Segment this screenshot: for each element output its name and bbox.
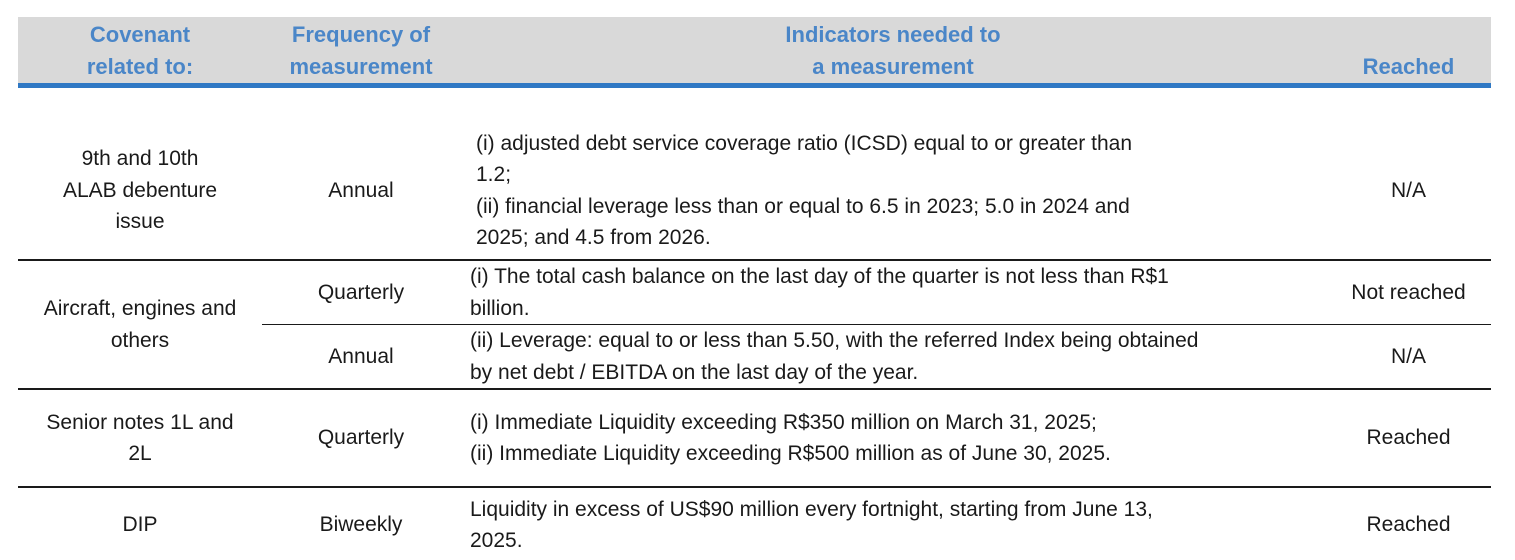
aircraft1-indicator-line-2: billion. xyxy=(470,296,530,320)
senior-indicator-line-2: (ii) Immediate Liquidity exceeding R$500 million as of June 30, 2025. xyxy=(470,442,1111,465)
cell-frequency-aircraft-2: Annual xyxy=(262,325,460,390)
header-frequency-line-1: Frequency of xyxy=(291,22,431,47)
cell-reached-aircraft-1: Not reached xyxy=(1326,260,1491,325)
cell-indicators-senior xyxy=(460,389,1326,487)
cell-indicators-dip xyxy=(460,487,1326,560)
header-reached-label: Reached xyxy=(1362,54,1455,79)
cell-frequency-senior: Quarterly xyxy=(262,389,460,487)
covenants-table-container xyxy=(18,17,1491,560)
cell-indicators-aircraft-1 xyxy=(460,260,1326,325)
header-covenant-line-1: Covenant xyxy=(89,22,191,47)
header-indicators-line-1: Indicators needed to xyxy=(785,22,1001,47)
cell-reached-dip: Reached xyxy=(1326,487,1491,560)
cell-covenant-senior xyxy=(18,389,262,487)
aircraft-covenant-line-1: Aircraft, engines and xyxy=(43,297,237,320)
alab-covenant-line-2: ALAB debenture xyxy=(62,178,218,202)
alab-indicator-line-4: 2025; and 4.5 from 2026. xyxy=(476,226,711,249)
senior-covenant-line-1: Senior notes 1L and xyxy=(46,410,234,434)
table-header xyxy=(18,17,1491,86)
cell-reached-aircraft-2: N/A xyxy=(1326,325,1491,390)
senior-covenant-line-2: 2L xyxy=(128,442,152,465)
header-covenant-line-2: related to: xyxy=(86,54,194,79)
cell-reached-alab: N/A xyxy=(1326,122,1491,260)
alab-indicator-line-3: (ii) financial leverage less than or equal to 6.5 in 2023; 5.0 in 2024 and xyxy=(476,194,1130,218)
header-indicators-line-2: a measurement xyxy=(812,54,974,79)
header-covenant xyxy=(18,17,262,86)
cell-covenant-aircraft xyxy=(18,260,262,389)
header-frequency xyxy=(262,17,460,86)
cell-frequency-aircraft-1: Quarterly xyxy=(262,260,460,325)
table-body xyxy=(18,86,1491,560)
alab-covenant-line-3: issue xyxy=(115,210,165,234)
header-indicators xyxy=(460,17,1326,86)
aircraft1-indicator-line-1: (i) The total cash balance on the last day of the quarter is not less than R$1 xyxy=(470,265,1169,288)
cell-frequency-dip: Biweekly xyxy=(262,487,460,560)
senior-indicator-line-1: (i) Immediate Liquidity exceeding R$350 million on March 31, 2025; xyxy=(470,410,1097,434)
covenants-table xyxy=(18,17,1491,560)
cell-covenant-alab xyxy=(18,122,262,260)
cell-reached-senior: Reached xyxy=(1326,389,1491,487)
header-gap-row xyxy=(18,86,1491,123)
table-row-aircraft-quarterly xyxy=(18,260,1491,325)
aircraft2-indicator-line-2: by net debt / EBITDA on the last day of the year. xyxy=(470,360,919,384)
cell-indicators-alab xyxy=(460,122,1326,260)
aircraft-covenant-line-2: others xyxy=(110,328,170,352)
table-row-senior-notes xyxy=(18,389,1491,487)
dip-indicator-line-1: Liquidity in excess of US$90 million every fortnight, starting from June 13, xyxy=(470,497,1153,521)
cell-frequency-alab: Annual xyxy=(262,122,460,260)
cell-indicators-aircraft-2 xyxy=(460,325,1326,390)
alab-covenant-line-1: 9th and 10th xyxy=(81,147,199,171)
alab-indicator-line-1: (i) adjusted debt service coverage ratio (ICSD) equal to or greater than xyxy=(476,131,1132,155)
table-row-dip xyxy=(18,487,1491,560)
table-row-alab xyxy=(18,122,1491,260)
cell-covenant-dip xyxy=(18,487,262,560)
dip-covenant-line-1: DIP xyxy=(122,513,158,537)
aircraft2-indicator-line-1: (ii) Leverage: equal to or less than 5.50, with the referred Index being obtained xyxy=(470,329,1199,352)
alab-indicator-line-2: 1.2; xyxy=(476,163,512,186)
dip-indicator-line-2: 2025. xyxy=(470,529,523,552)
header-reached xyxy=(1326,17,1491,86)
header-frequency-line-2: measurement xyxy=(289,54,433,79)
